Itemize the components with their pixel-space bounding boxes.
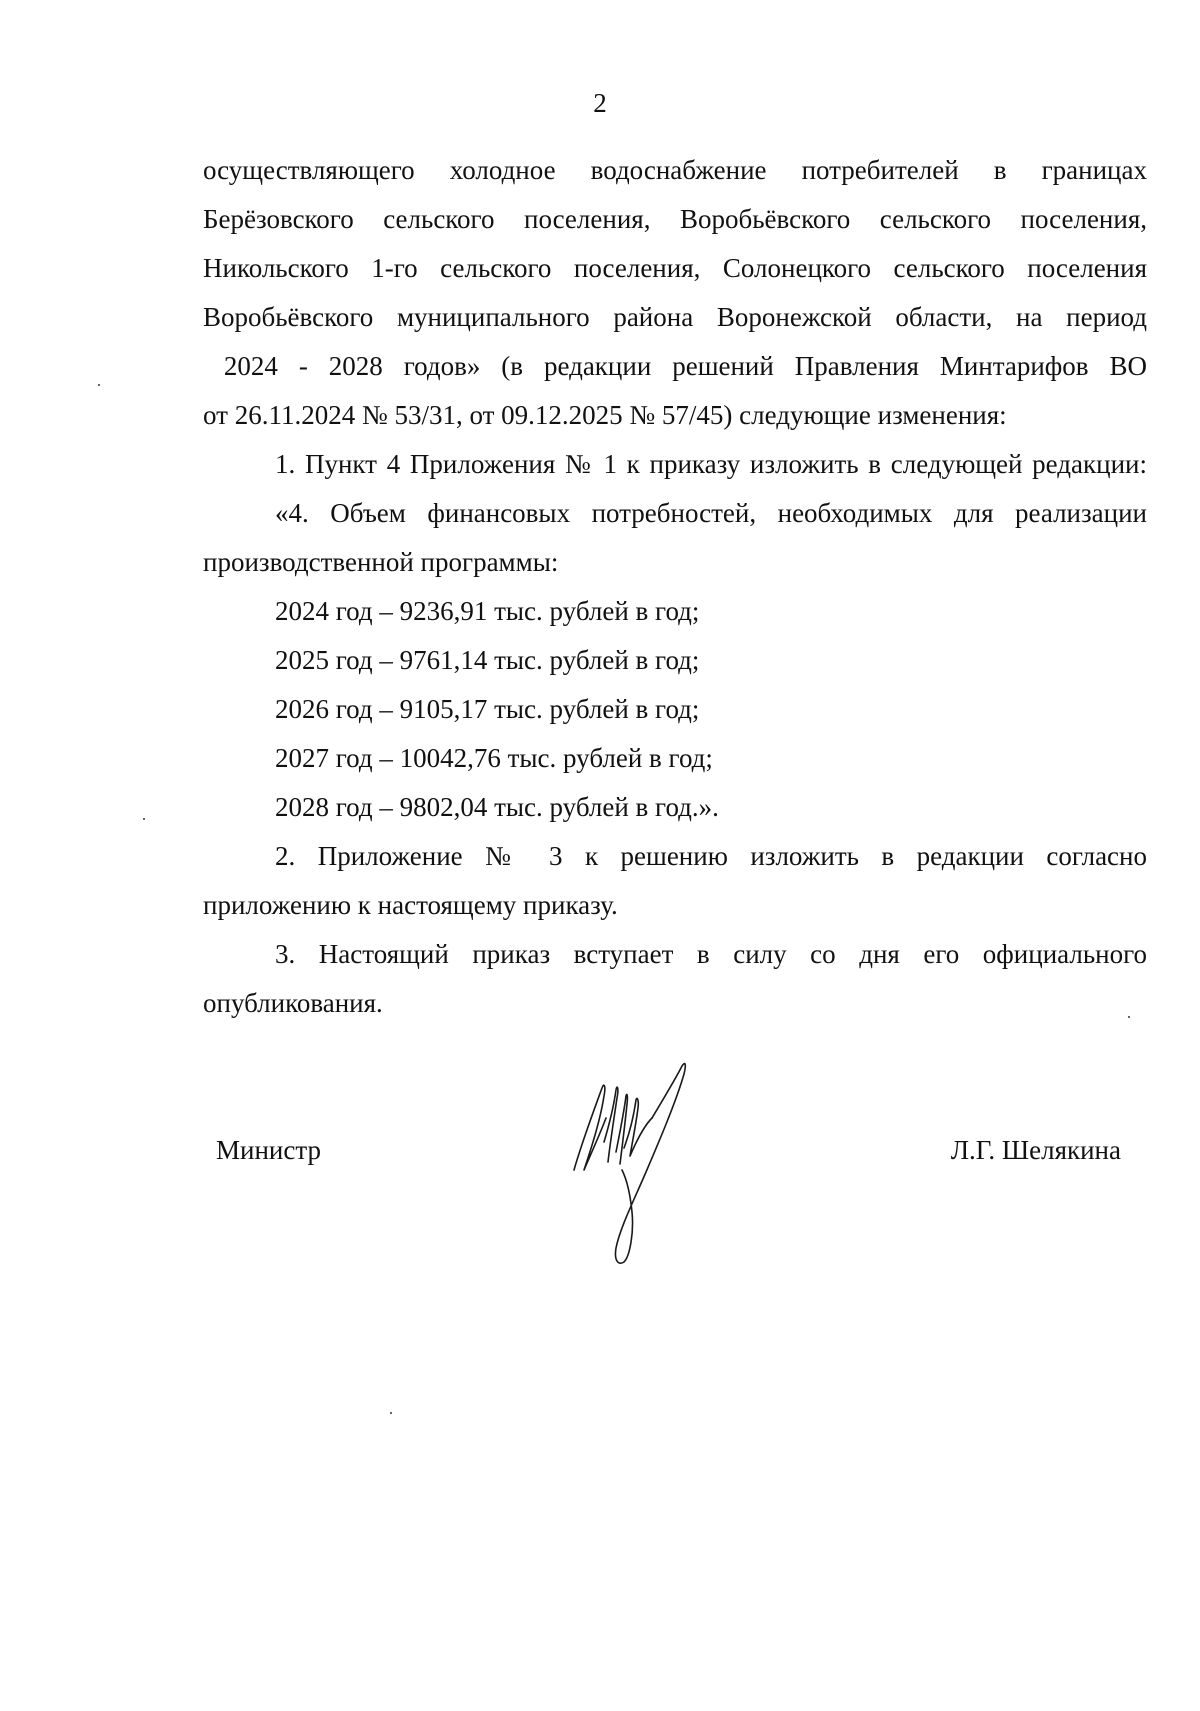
body-line: Берёзовского сельского поселения, Воробьёвского сельского поселения, [203, 204, 1147, 234]
item-2-last-line: приложению к настоящему приказу. [203, 890, 618, 920]
item-3-first-line: 3. Настоящий приказ вступает в силу со дня его официального [275, 939, 1147, 969]
quote-last-line: производственной программы: [203, 547, 559, 577]
signature-block [0, 1052, 1200, 1272]
body-line: от 26.11.2024 № 53/31, от 09.12.2025 № 57/45) следующие изменения: [203, 400, 1007, 430]
body-line: осуществляющего холодное водоснабжение потребителей в границах [203, 155, 1147, 185]
year-line-2024: 2024 год – 9236,91 тыс. рублей в год; [275, 596, 700, 626]
scan-speck [98, 384, 100, 386]
year-line-2027: 2027 год – 10042,76 тыс. рублей в год; [275, 743, 713, 773]
quote-first-line: «4. Объем финансовых потребностей, необходимых для реализации [275, 498, 1147, 528]
body-line: Воробьёвского муниципального района Воронежской области, на период [203, 302, 1147, 332]
scan-speck [1128, 1016, 1130, 1018]
handwritten-signature [560, 1052, 720, 1272]
signatory-name: Л.Г. Шелякина [950, 1135, 1121, 1165]
year-line-2028: 2028 год – 9802,04 тыс. рублей в год.». [275, 792, 719, 822]
document-body [203, 146, 1147, 1028]
body-line: Никольского 1-го сельского поселения, Солонецкого сельского поселения [203, 253, 1147, 283]
item-3-last-line: опубликования. [203, 988, 383, 1018]
signatory-position: Министр [216, 1135, 321, 1165]
year-line-2026: 2026 год – 9105,17 тыс. рублей в год; [275, 694, 700, 724]
scan-speck [390, 1412, 392, 1414]
item-2-first-line: 2. Приложение № 3 к решению изложить в редакции согласно [275, 841, 1147, 871]
page-number: 2 [593, 88, 607, 118]
item-1: 1. Пункт 4 Приложения № 1 к приказу изложить в следующей редакции: [275, 449, 1147, 479]
body-line: 2024 - 2028 годов» (в редакции решений Правления Минтарифов ВО [203, 351, 1147, 381]
year-line-2025: 2025 год – 9761,14 тыс. рублей в год; [275, 645, 700, 675]
scan-speck [143, 818, 145, 820]
